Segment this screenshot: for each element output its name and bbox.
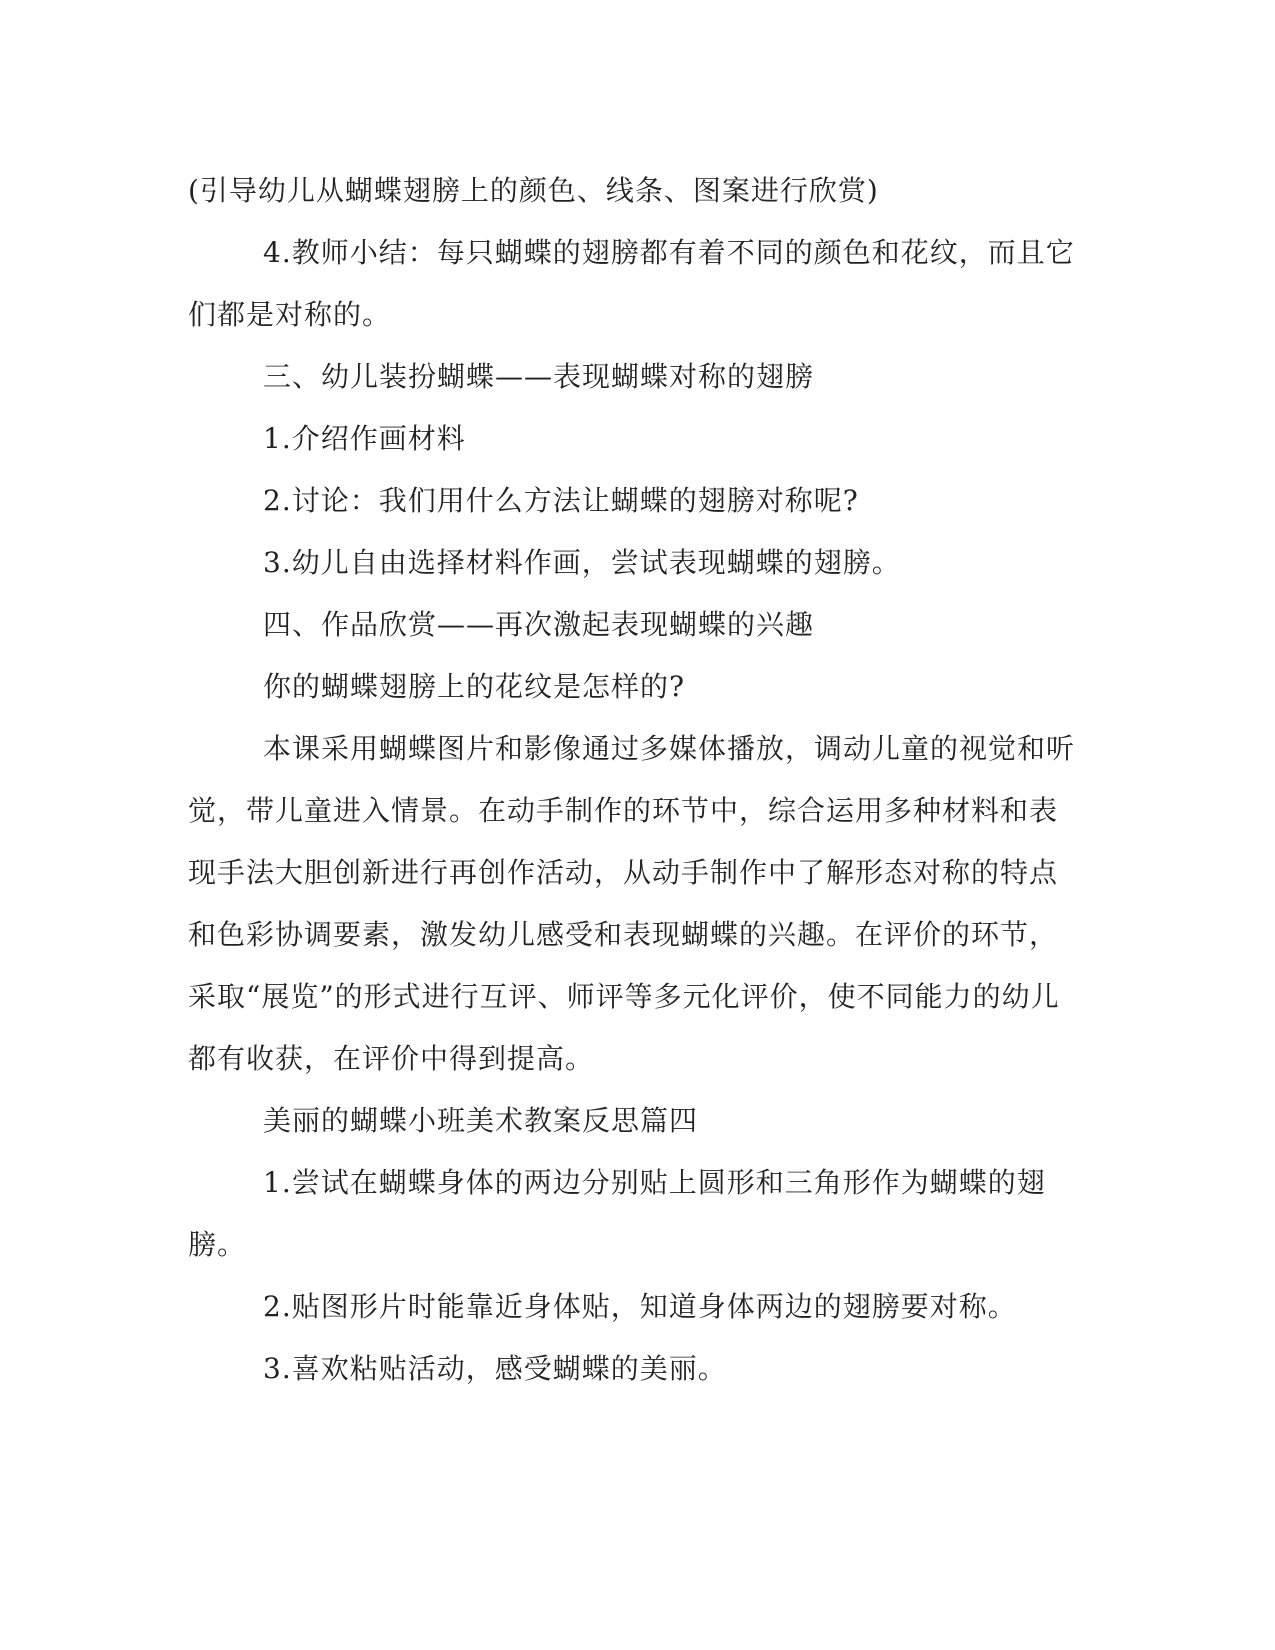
paragraph: (引导幼儿从蝴蝶翅膀上的颜色、线条、图案进行欣赏)	[188, 174, 879, 207]
paragraph: 4.教师小结：每只蝴蝶的翅膀都有着不同的颜色和花纹，而且它们都是对称的。	[188, 236, 1075, 331]
paragraph: 1.介绍作画材料	[263, 422, 466, 455]
paragraph: 本课采用蝴蝶图片和影像通过多媒体播放，调动儿童的视觉和听觉，带儿童进入情景。在动手制作的环节中，综合运用多种材料和表现手法大胆创新进行再创作活动，从动手制作中了解形态对称的特点和色彩协调要素，激发幼儿感受和表现蝴蝶的兴趣。在评价的环节，采取“展览”的形式进行互评、师评等多元化评价，使不同能力的幼儿都有收获，在评价中得到提高。	[188, 732, 1076, 1075]
document-body	[188, 160, 1078, 1400]
paragraph: 1.尝试在蝴蝶身体的两边分别贴上圆形和三角形作为蝴蝶的翅膀。	[188, 1166, 1046, 1261]
section-heading: 四、作品欣赏——再次激起表现蝴蝶的兴趣	[263, 608, 815, 641]
paragraph: 你的蝴蝶翅膀上的花纹是怎样的?	[263, 670, 686, 703]
paragraph: 3.幼儿自由选择材料作画，尝试表现蝴蝶的翅膀。	[263, 546, 901, 579]
section-title: 美丽的蝴蝶小班美术教案反思篇四	[263, 1104, 699, 1137]
paragraph: 3.喜欢粘贴活动，感受蝴蝶的美丽。	[263, 1352, 727, 1385]
paragraph: 2.讨论：我们用什么方法让蝴蝶的翅膀对称呢?	[263, 484, 859, 517]
section-heading: 三、幼儿装扮蝴蝶——表现蝴蝶对称的翅膀	[263, 360, 815, 393]
paragraph: 2.贴图形片时能靠近身体贴，知道身体两边的翅膀要对称。	[263, 1290, 1017, 1323]
